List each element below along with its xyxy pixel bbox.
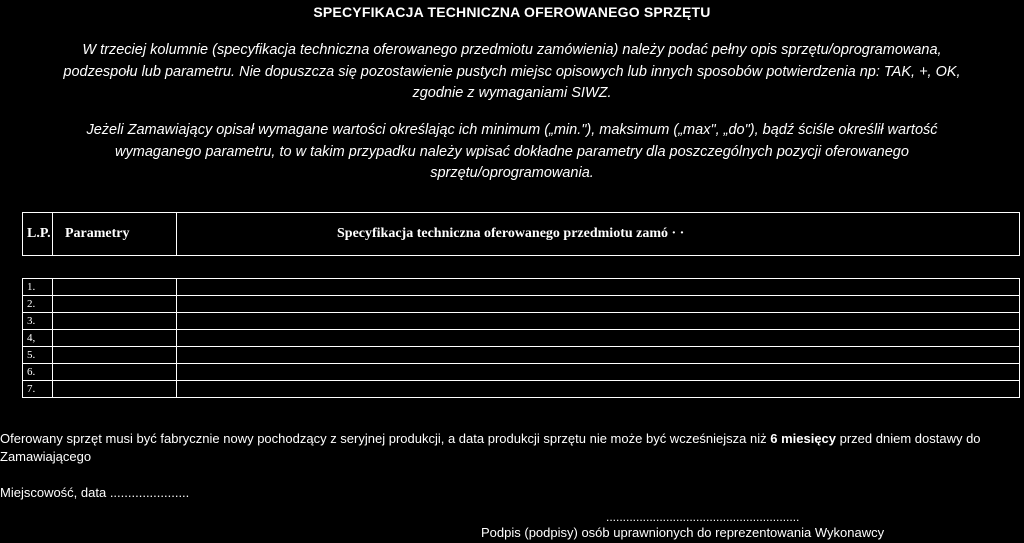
place-date-field: Miejscowość, data ...................... [0,485,190,500]
header-lp: L.P. [23,213,53,256]
row-number: 6. [23,364,53,381]
signature-line: .......................................................... [606,510,800,524]
paragraph-2-line-2: wymaganego parametru, to w takim przypadku należy wpisać dokładne parametry dla poszczególnych pozycji oferowanego [115,143,909,160]
row-spec-cell[interactable] [177,381,1020,398]
instructions-paragraph-2 [20,120,1004,185]
row-number: 3. [23,313,53,330]
table-row [23,330,1020,347]
row-number: 7. [23,381,53,398]
instructions-paragraph-1 [20,40,1004,105]
header-specyfikacja: Specyfikacja techniczna oferowanego przedmiotu zamó · · [177,213,1020,256]
row-spec-cell[interactable] [177,279,1020,296]
row-parameter-cell[interactable] [53,296,177,313]
document-title: SPECYFIKACJA TECHNICZNA OFEROWANEGO SPRZĘTU [313,4,711,20]
paragraph-1-line-3: zgodnie z wymaganiami SIWZ. [412,85,612,101]
row-spec-cell[interactable] [177,330,1020,347]
table-row [23,347,1020,364]
row-parameter-cell[interactable] [53,381,177,398]
table-row [23,296,1020,313]
row-number: 1. [23,279,53,296]
specification-table [22,212,1020,398]
signature-label: Podpis (podpisy) osób uprawnionych do reprezentowania Wykonawcy [481,525,885,540]
paragraph-1-line-1: W trzeciej kolumnie (specyfikacja techniczna oferowanego przedmiotu zamówienia) należy podać pełny opis sprzętu/oprogramowana, [82,42,942,58]
row-number: 4, [23,330,53,347]
row-spec-cell[interactable] [177,347,1020,364]
row-parameter-cell[interactable] [53,330,177,347]
table-gap-row [23,256,1020,279]
gap-cell [53,256,177,279]
row-parameter-cell[interactable] [53,279,177,296]
gap-cell [177,256,1020,279]
row-number: 5. [23,347,53,364]
footer-note-part-1: Oferowany sprzęt musi być fabrycznie nowy pochodzący z seryjnej produkcji, a data produkcji sprzętu nie może być wcześniejsza niż [0,431,771,446]
table-row [23,381,1020,398]
row-parameter-cell[interactable] [53,347,177,364]
table-row [23,364,1020,381]
row-parameter-cell[interactable] [53,313,177,330]
header-parametry: Parametry [53,213,177,256]
paragraph-1-line-2: podzespołu lub parametru. Nie dopuszcza się pozostawienie pustych miejsc opisowych lub innych sposobów potwierdzenia np: TAK, +, OK, [63,63,961,80]
row-spec-cell[interactable] [177,364,1020,381]
row-number: 2. [23,296,53,313]
table-row [23,279,1020,296]
paragraph-2-line-1: Jeżeli Zamawiający opisał wymagane wartości określając ich minimum („min."), maksimum („max", „do"), bądź ściśle określił wartość [86,122,938,138]
footer-note [0,430,1010,466]
footer-note-part-2: przed dniem dostawy do Zamawiającego [0,431,981,464]
row-parameter-cell[interactable] [53,364,177,381]
row-spec-cell[interactable] [177,296,1020,313]
gap-cell [23,256,53,279]
table-row [23,313,1020,330]
paragraph-2-line-3: sprzętu/oprogramowania. [430,165,594,181]
row-spec-cell[interactable] [177,313,1020,330]
footer-note-bold: 6 miesięcy [770,431,837,446]
table-header-row [23,213,1020,256]
